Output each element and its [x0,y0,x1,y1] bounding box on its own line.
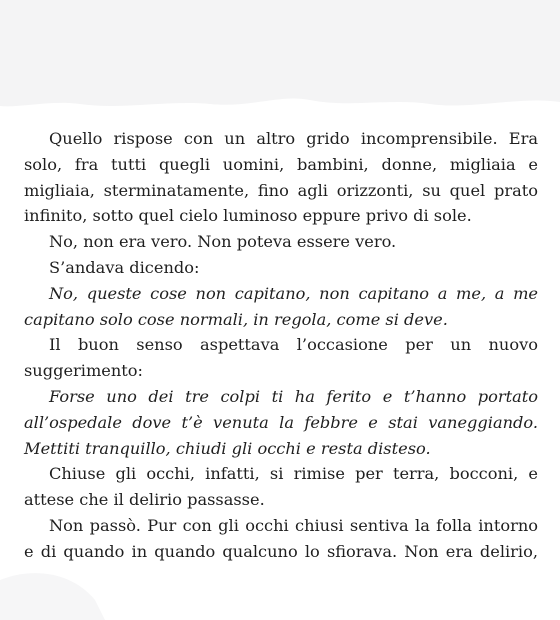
paragraph-6-italic: Forse uno dei tre colpi ti ha ferito e t’hanno portato all’ospedale dove t’è venuta la febbre e stai vaneggiando. Mettiti tranquillo, chiudi gli occhi e resta disteso. [24,386,538,458]
paragraph-2: No, non era vero. Non poteva essere vero. [49,232,397,252]
decorative-corner-shape [0,560,120,620]
book-page-text [24,126,538,565]
paragraph-5: Il buon senso aspettava l’occasione per un nuovo suggerimento: [24,335,538,381]
paragraph-7: Chiuse gli occhi, infatti, si rimise per terra, bocconi, e attese che il delirio passasse. [24,464,538,510]
paragraph-3: S’andava dicendo: [49,257,200,277]
paragraph-8: Non passò. Pur con gli occhi chiusi sentiva la folla intorno e di quando in quando qualcuno lo sfiorava. Non era delirio, [24,515,538,561]
paragraph-4-italic: No, queste cose non capitano, non capitano a me, a me capitano solo cose normali, in regola, come si deve. [24,283,538,329]
paragraph-1: Quello rispose con un altro grido incomprensibile. Era solo, fra tutti quegli uomini, bambini, donne, migliaia e migliaia, sterminatamente, fino agli orizzonti, su quel prato infinito, sotto quel cielo luminoso eppure privo di sole. [24,129,538,226]
page-top-background [0,0,560,118]
decorative-wave [0,0,560,118]
